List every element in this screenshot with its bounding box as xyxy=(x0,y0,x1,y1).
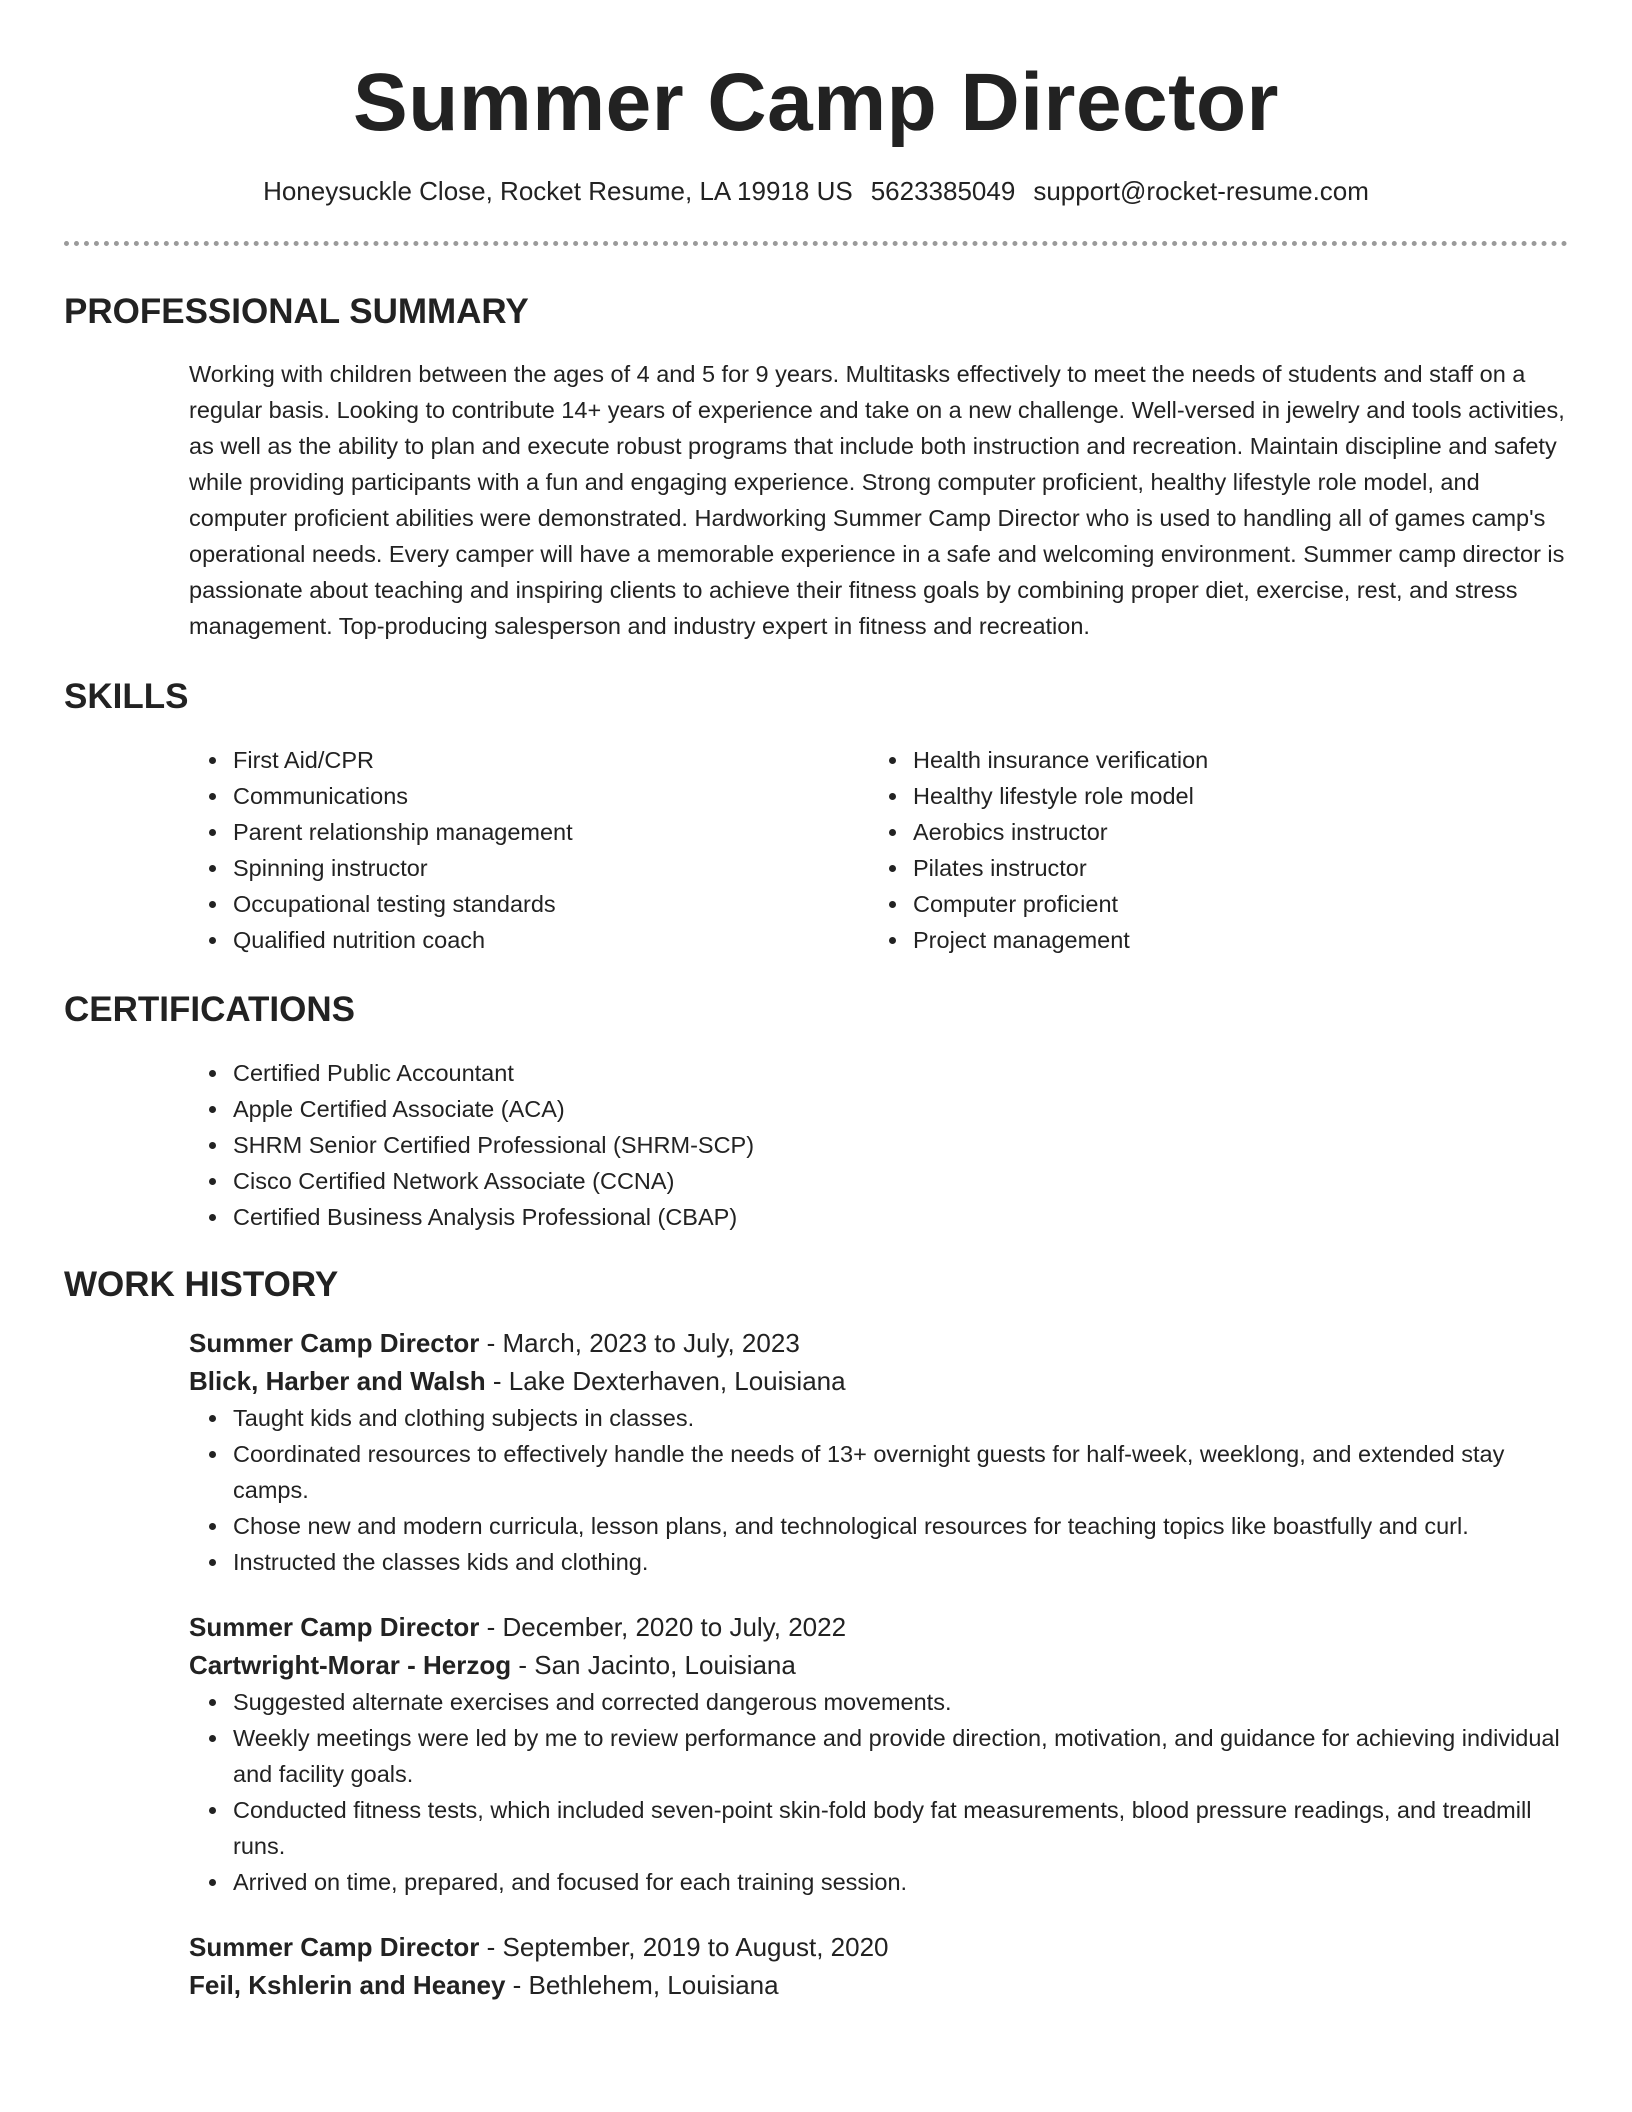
job-location: - San Jacinto, Louisiana xyxy=(511,1650,796,1680)
skills-column-left xyxy=(189,742,869,958)
skill-item: Computer proficient xyxy=(913,886,1549,922)
skill-item: Occupational testing standards xyxy=(233,886,869,922)
job-role: Summer Camp Director xyxy=(189,1932,480,1962)
certification-item: Cisco Certified Network Associate (CCNA) xyxy=(233,1163,1568,1199)
certifications-list xyxy=(189,1055,1568,1235)
header-divider xyxy=(64,241,1568,246)
job-bullet: Conducted fitness tests, which included seven-point skin-fold body fat measurements, blood pressure readings, and treadmill runs. xyxy=(233,1792,1568,1864)
certifications-heading: CERTIFICATIONS xyxy=(64,990,356,1029)
certification-item: Certified Business Analysis Professional (CBAP) xyxy=(233,1199,1568,1235)
skill-item: First Aid/CPR xyxy=(233,742,869,778)
job-bullet: Taught kids and clothing subjects in classes. xyxy=(233,1400,1568,1436)
job-dates: - December, 2020 to July, 2022 xyxy=(479,1612,847,1642)
job-bullet: Coordinated resources to effectively handle the needs of 13+ overnight guests for half-week, weeklong, and extended stay camps. xyxy=(233,1436,1568,1508)
skill-item: Qualified nutrition coach xyxy=(233,922,869,958)
job-company: Blick, Harber and Walsh xyxy=(189,1366,486,1396)
job-company: Cartwright-Morar - Herzog xyxy=(189,1650,512,1680)
job-bullets xyxy=(189,1684,1568,1900)
skill-item: Parent relationship management xyxy=(233,814,869,850)
job-entry xyxy=(189,1324,1568,1580)
skill-item: Project management xyxy=(913,922,1549,958)
skill-item: Communications xyxy=(233,778,869,814)
contact-line xyxy=(64,174,1568,208)
page-title: Summer Camp Director xyxy=(353,57,1279,148)
resume-page xyxy=(64,0,1568,2004)
job-bullet: Chose new and modern curricula, lesson plans, and technological resources for teaching topics like boastfully and curl. xyxy=(233,1508,1568,1544)
job-title-line xyxy=(189,1928,1568,1966)
work-history-heading: WORK HISTORY xyxy=(64,1265,339,1304)
job-location: - Bethlehem, Louisiana xyxy=(505,1970,779,2000)
skill-item: Pilates instructor xyxy=(913,850,1549,886)
job-bullets xyxy=(189,1400,1568,1580)
skill-item: Healthy lifestyle role model xyxy=(913,778,1549,814)
job-role: Summer Camp Director xyxy=(189,1328,480,1358)
skill-item: Health insurance verification xyxy=(913,742,1549,778)
job-bullet: Weekly meetings were led by me to review performance and provide direction, motivation, and guidance for achieving individual and facility goals. xyxy=(233,1720,1568,1792)
skills-list xyxy=(189,742,1568,958)
job-dates: - September, 2019 to August, 2020 xyxy=(479,1932,889,1962)
certification-item: Certified Public Accountant xyxy=(233,1055,1568,1091)
certification-item: SHRM Senior Certified Professional (SHRM-SCP) xyxy=(233,1127,1568,1163)
job-dates: - March, 2023 to July, 2023 xyxy=(479,1328,800,1358)
job-company-line xyxy=(189,1966,1568,2004)
summary-heading: PROFESSIONAL SUMMARY xyxy=(64,292,529,331)
job-bullet: Instructed the classes kids and clothing. xyxy=(233,1544,1568,1580)
job-bullet: Suggested alternate exercises and corrected dangerous movements. xyxy=(233,1684,1568,1720)
job-role: Summer Camp Director xyxy=(189,1612,480,1642)
job-title-line xyxy=(189,1608,1568,1646)
contact-email: support@rocket-resume.com xyxy=(1033,176,1369,206)
job-location: - Lake Dexterhaven, Louisiana xyxy=(485,1366,846,1396)
skill-item: Aerobics instructor xyxy=(913,814,1549,850)
skills-heading: SKILLS xyxy=(64,677,189,716)
job-company: Feil, Kshlerin and Heaney xyxy=(189,1970,506,2000)
contact-address: Honeysuckle Close, Rocket Resume, LA 19918 US xyxy=(263,176,853,206)
contact-phone: 5623385049 xyxy=(870,176,1016,206)
job-company-line xyxy=(189,1362,1568,1400)
job-title-line xyxy=(189,1324,1568,1362)
job-bullet: Arrived on time, prepared, and focused for each training session. xyxy=(233,1864,1568,1900)
job-entry xyxy=(189,1608,1568,1900)
job-company-line xyxy=(189,1646,1568,1684)
job-entry xyxy=(189,1928,1568,2004)
summary-text: Working with children between the ages of 4 and 5 for 9 years. Multitasks effectively to meet the needs of students and staff on a regular basis. Looking to contribute 14+ years of experience and take on a new challenge. Well-versed in jewelry and tools activities, as well as the ability to plan and execute robust programs that include both instruction and recreation. Maintain discipline and safety while providing participants with a fun and engaging experience. Strong computer proficient, healthy lifestyle role model, and computer proficient abilities were demonstrated. Hardworking Summer Camp Director who is used to handling all of games camp's operational needs. Every camper will have a memorable experience in a safe and welcoming environment. Summer camp director is passionate about teaching and inspiring clients to achieve their fitness goals by combining proper diet, exercise, rest, and stress management. Top-producing salesperson and industry expert in fitness and recreation. xyxy=(189,361,1565,639)
skills-column-right xyxy=(869,742,1549,958)
skill-item: Spinning instructor xyxy=(233,850,869,886)
certification-item: Apple Certified Associate (ACA) xyxy=(233,1091,1568,1127)
